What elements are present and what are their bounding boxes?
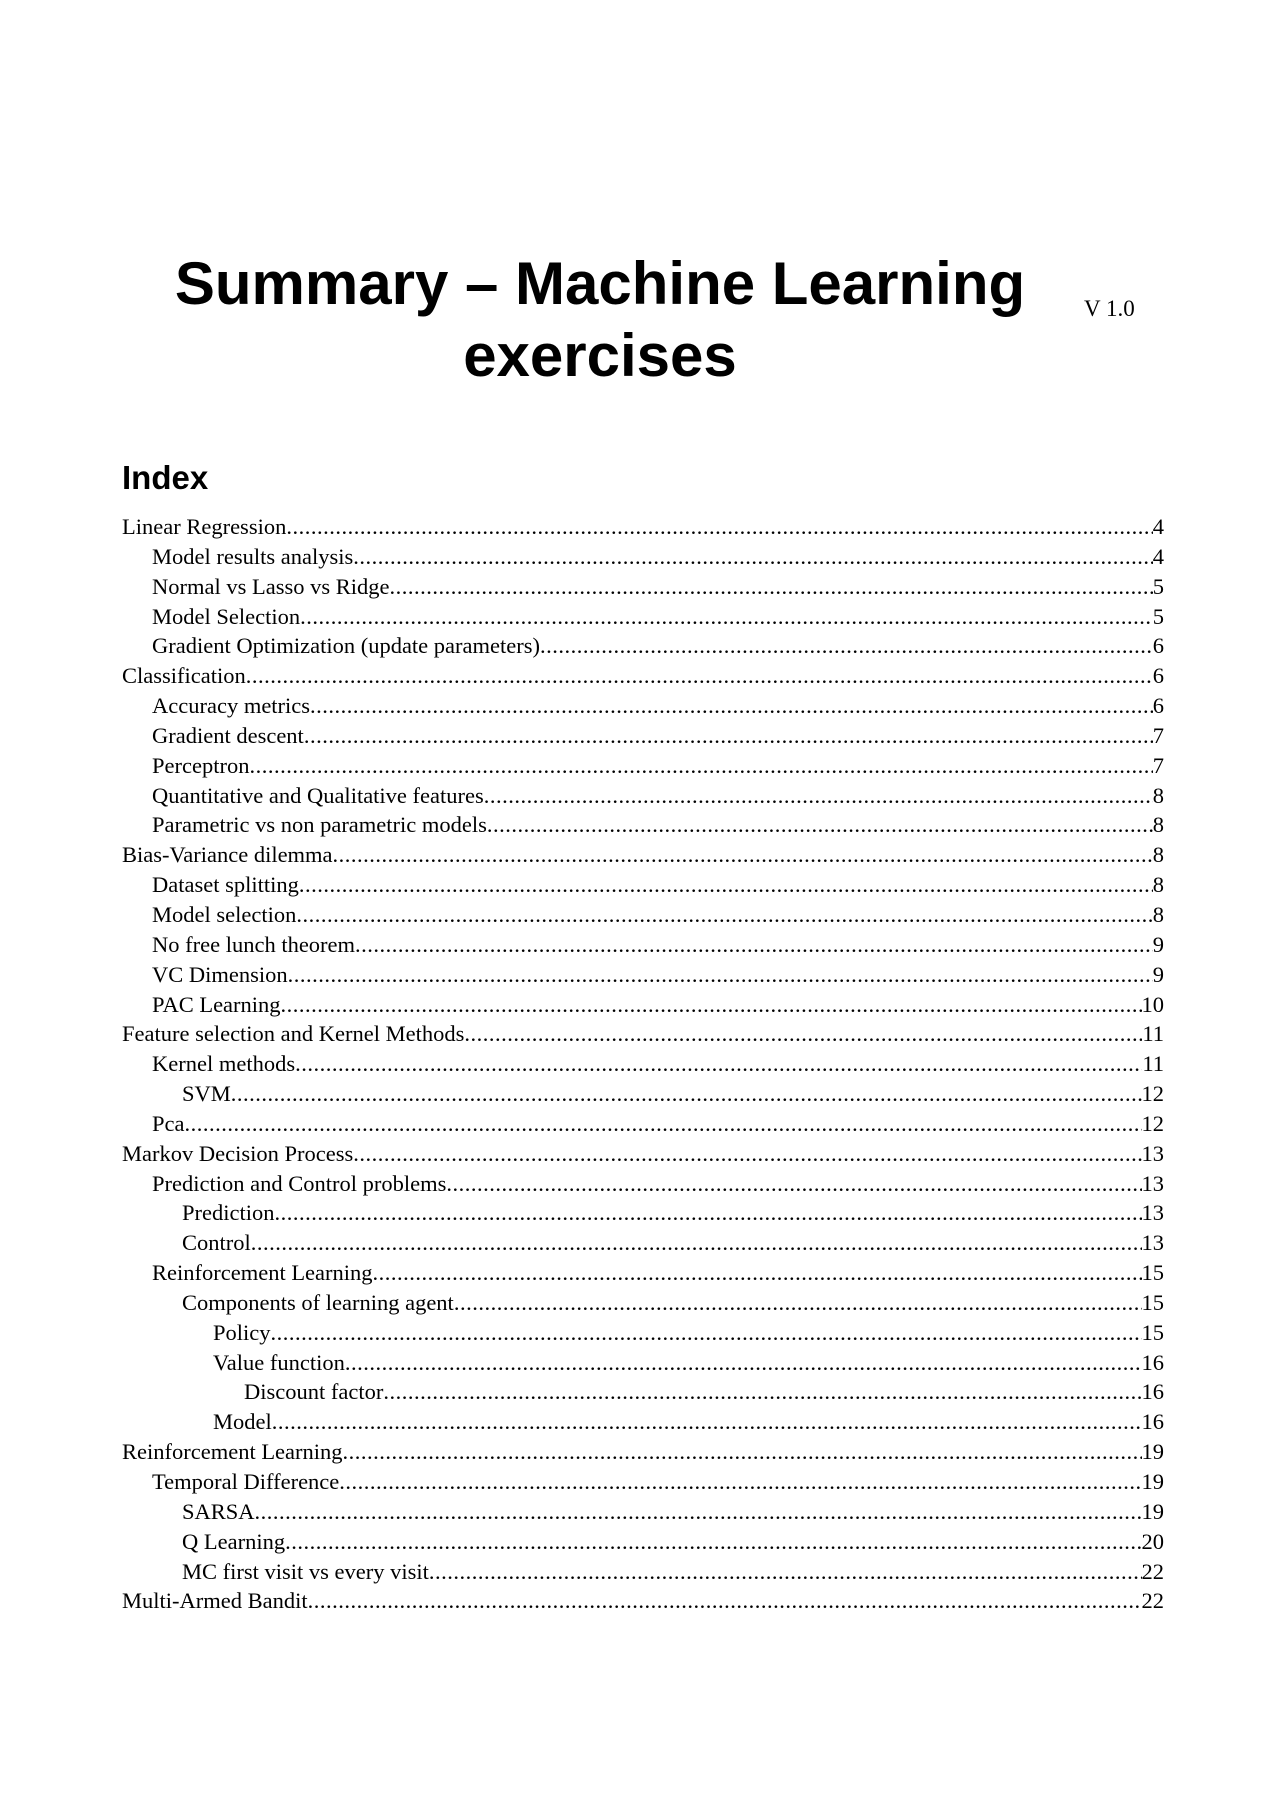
toc-entry-page-number: 6 bbox=[1152, 663, 1164, 689]
toc-entry-page-number: 8 bbox=[1152, 812, 1164, 838]
toc-entry-page-number: 10 bbox=[1141, 991, 1164, 1017]
toc-dot-leader bbox=[296, 900, 1152, 930]
toc-entry-page-number: 19 bbox=[1141, 1498, 1164, 1524]
toc-entry[interactable] bbox=[122, 930, 1164, 960]
toc-entry-label: Q Learning bbox=[182, 1528, 286, 1554]
toc-entry-page-number: 5 bbox=[1152, 573, 1164, 599]
toc-dot-leader bbox=[389, 572, 1152, 602]
toc-entry-label: Quantitative and Qualitative features bbox=[152, 782, 484, 808]
version-label: V 1.0 bbox=[1084, 296, 1135, 321]
toc-dot-leader bbox=[383, 1377, 1141, 1407]
toc-entry-label: Pca bbox=[152, 1110, 185, 1136]
toc-dot-leader bbox=[300, 602, 1153, 632]
toc-entry-label: Prediction bbox=[182, 1200, 275, 1226]
toc-entry-label: MC first visit vs every visit bbox=[182, 1558, 429, 1584]
toc-entry-label: Parametric vs non parametric models bbox=[152, 812, 487, 838]
toc-entry-label: Gradient descent bbox=[152, 722, 304, 748]
toc-entry-page-number: 11 bbox=[1142, 1021, 1164, 1047]
toc-dot-leader bbox=[285, 1527, 1141, 1557]
toc-entry-page-number: 6 bbox=[1152, 693, 1164, 719]
toc-entry[interactable] bbox=[122, 1557, 1164, 1587]
toc-entry-page-number: 19 bbox=[1141, 1469, 1164, 1494]
toc-dot-leader bbox=[454, 1288, 1142, 1318]
toc-entry-page-number: 8 bbox=[1152, 901, 1164, 927]
toc-entry-label: Kernel methods bbox=[152, 1051, 296, 1077]
toc-entry[interactable] bbox=[122, 661, 1164, 691]
toc-entry-page-number: 13 bbox=[1141, 1170, 1164, 1196]
toc-entry-label: Bias-Variance dilemma bbox=[122, 842, 333, 868]
toc-entry-label: Reinforcement Learning bbox=[152, 1260, 373, 1286]
toc-entry[interactable] bbox=[122, 781, 1164, 811]
toc-entry-page-number: 20 bbox=[1141, 1528, 1164, 1554]
toc-entry[interactable] bbox=[122, 1019, 1164, 1049]
toc-entry-label: PAC Learning bbox=[152, 991, 281, 1017]
toc-entry-label: Policy bbox=[213, 1319, 271, 1345]
toc-entry[interactable] bbox=[122, 810, 1164, 840]
toc-entry-page-number: 19 bbox=[1141, 1439, 1164, 1465]
toc-entry[interactable] bbox=[122, 631, 1164, 661]
toc-dot-leader bbox=[464, 1019, 1142, 1049]
toc-entry[interactable] bbox=[122, 1228, 1164, 1258]
toc-entry-page-number: 11 bbox=[1142, 1051, 1164, 1077]
toc-entry-page-number: 22 bbox=[1141, 1588, 1164, 1614]
toc-dot-leader bbox=[540, 631, 1153, 661]
toc-entry[interactable] bbox=[122, 602, 1164, 632]
toc-entry-page-number: 4 bbox=[1152, 514, 1164, 539]
toc-entry[interactable] bbox=[122, 751, 1164, 781]
toc-dot-leader bbox=[446, 1169, 1141, 1199]
toc-dot-leader bbox=[271, 1318, 1142, 1348]
toc-entry-page-number: 13 bbox=[1141, 1140, 1164, 1166]
toc-dot-leader bbox=[246, 661, 1153, 691]
toc-entry-page-number: 6 bbox=[1152, 633, 1164, 659]
toc-dot-leader bbox=[484, 781, 1153, 811]
toc-entry-page-number: 12 bbox=[1141, 1110, 1164, 1136]
toc-entry-label: Accuracy metrics bbox=[152, 693, 311, 719]
toc-dot-leader bbox=[286, 512, 1152, 542]
toc-entry-page-number: 12 bbox=[1141, 1081, 1164, 1107]
toc-entry[interactable] bbox=[122, 1258, 1164, 1288]
toc-entry-page-number: 22 bbox=[1141, 1558, 1164, 1584]
toc-entry[interactable] bbox=[122, 721, 1164, 751]
toc-dot-leader bbox=[308, 1586, 1142, 1616]
toc-entry[interactable] bbox=[122, 1049, 1164, 1079]
toc-entry[interactable] bbox=[122, 960, 1164, 990]
toc-dot-leader bbox=[255, 1497, 1142, 1527]
toc-entry[interactable] bbox=[122, 1169, 1164, 1199]
toc-entry-label: Model selection bbox=[152, 901, 297, 927]
toc-entry-label: VC Dimension bbox=[152, 961, 288, 987]
toc-entry-label: Control bbox=[182, 1230, 251, 1256]
toc-entry-label: Temporal Difference bbox=[152, 1469, 340, 1494]
toc-entry[interactable] bbox=[122, 870, 1164, 900]
toc-dot-leader bbox=[353, 542, 1153, 572]
document-title: Summary – Machine Learning exercises bbox=[174, 250, 1026, 389]
toc-entry-label: Perceptron bbox=[152, 752, 250, 778]
toc-dot-leader bbox=[355, 930, 1153, 960]
toc-entry-page-number: 16 bbox=[1141, 1409, 1164, 1435]
toc-entry[interactable] bbox=[122, 1377, 1164, 1407]
toc-entry[interactable] bbox=[122, 1198, 1164, 1228]
toc-entry[interactable] bbox=[122, 990, 1164, 1020]
toc-entry[interactable] bbox=[122, 1348, 1164, 1378]
toc-dot-leader bbox=[281, 990, 1142, 1020]
toc-entry-label: SVM bbox=[182, 1081, 231, 1107]
toc-entry-page-number: 15 bbox=[1141, 1319, 1164, 1345]
toc-entry[interactable] bbox=[122, 1497, 1164, 1527]
toc-dot-leader bbox=[345, 1348, 1142, 1378]
toc-dot-leader bbox=[429, 1557, 1142, 1587]
toc-dot-leader bbox=[299, 870, 1153, 900]
toc-dot-leader bbox=[487, 810, 1153, 840]
toc-dot-leader bbox=[333, 840, 1153, 870]
toc-entry[interactable] bbox=[122, 512, 1164, 542]
toc-entry-page-number: 16 bbox=[1141, 1349, 1164, 1375]
toc-entry-label: Multi-Armed Bandit bbox=[122, 1588, 308, 1614]
toc-entry-page-number: 13 bbox=[1141, 1230, 1164, 1256]
toc-dot-leader bbox=[339, 1467, 1141, 1497]
toc-dot-leader bbox=[353, 1139, 1141, 1169]
toc-dot-leader bbox=[249, 751, 1152, 781]
toc-entry-label: Linear Regression bbox=[122, 514, 287, 539]
toc-entry-page-number: 5 bbox=[1152, 603, 1164, 629]
toc-entry[interactable] bbox=[122, 900, 1164, 930]
toc-entry-page-number: 8 bbox=[1152, 842, 1164, 868]
toc-entry-label: Discount factor bbox=[244, 1379, 384, 1405]
toc-entry[interactable] bbox=[122, 1467, 1164, 1497]
toc-entry[interactable] bbox=[122, 840, 1164, 870]
toc-entry-label: Reinforcement Learning bbox=[122, 1439, 343, 1465]
toc-dot-leader bbox=[185, 1109, 1142, 1139]
toc-entry-label: Model results analysis bbox=[152, 543, 354, 569]
toc-entry[interactable] bbox=[122, 1318, 1164, 1348]
toc-dot-leader bbox=[251, 1228, 1142, 1258]
toc-dot-leader bbox=[343, 1437, 1142, 1467]
toc-entry-label: Value function bbox=[213, 1349, 345, 1375]
toc-entry-label: Feature selection and Kernel Methods bbox=[122, 1021, 465, 1047]
toc-entry-page-number: 4 bbox=[1152, 543, 1164, 569]
toc-entry[interactable] bbox=[122, 1288, 1164, 1318]
toc-entry-label: SARSA bbox=[182, 1498, 255, 1524]
toc-entry-page-number: 7 bbox=[1152, 722, 1164, 748]
toc-dot-leader bbox=[310, 691, 1153, 721]
toc-dot-leader bbox=[274, 1198, 1141, 1228]
toc-entry-page-number: 16 bbox=[1141, 1379, 1164, 1405]
toc-entry-label: Components of learning agent bbox=[182, 1289, 454, 1315]
toc-entry[interactable] bbox=[122, 1586, 1164, 1616]
toc-entry-label: Prediction and Control problems bbox=[152, 1170, 447, 1196]
toc-dot-leader bbox=[231, 1079, 1142, 1109]
toc-entry-label: Normal vs Lasso vs Ridge bbox=[152, 573, 390, 599]
toc-entry[interactable] bbox=[122, 1109, 1164, 1139]
toc-entry-page-number: 8 bbox=[1152, 782, 1164, 808]
toc-entry-page-number: 15 bbox=[1141, 1260, 1164, 1286]
toc-entry[interactable] bbox=[122, 1527, 1164, 1557]
toc-dot-leader bbox=[295, 1049, 1142, 1079]
toc-dot-leader bbox=[288, 960, 1153, 990]
toc-entry-label: Classification bbox=[122, 663, 246, 689]
index-heading: Index bbox=[122, 459, 209, 496]
toc-entry-page-number: 7 bbox=[1152, 752, 1164, 778]
toc-entry[interactable] bbox=[122, 691, 1164, 721]
toc-entry-label: Dataset splitting bbox=[152, 872, 299, 898]
toc-entry[interactable] bbox=[122, 1437, 1164, 1467]
toc-entry-page-number: 13 bbox=[1141, 1200, 1164, 1226]
toc-entry[interactable] bbox=[122, 542, 1164, 572]
toc-entry-label: Markov Decision Process bbox=[122, 1140, 354, 1166]
toc-entry-label: Model Selection bbox=[152, 603, 301, 629]
toc-entry-label: Model bbox=[213, 1409, 272, 1435]
toc-entry-page-number: 9 bbox=[1152, 931, 1164, 957]
toc-entry[interactable] bbox=[122, 1079, 1164, 1109]
toc-entry-label: Gradient Optimization (update parameters) bbox=[152, 633, 540, 659]
toc-entry-page-number: 9 bbox=[1152, 961, 1164, 987]
table-of-contents bbox=[122, 512, 1164, 1616]
toc-entry[interactable] bbox=[122, 572, 1164, 602]
toc-entry-label: No free lunch theorem bbox=[152, 931, 356, 957]
toc-dot-leader bbox=[272, 1407, 1142, 1437]
toc-dot-leader bbox=[373, 1258, 1142, 1288]
toc-entry[interactable] bbox=[122, 1407, 1164, 1437]
toc-entry-page-number: 8 bbox=[1152, 872, 1164, 898]
toc-entry[interactable] bbox=[122, 1139, 1164, 1169]
toc-entry-page-number: 15 bbox=[1141, 1289, 1164, 1315]
toc-dot-leader bbox=[304, 721, 1153, 751]
